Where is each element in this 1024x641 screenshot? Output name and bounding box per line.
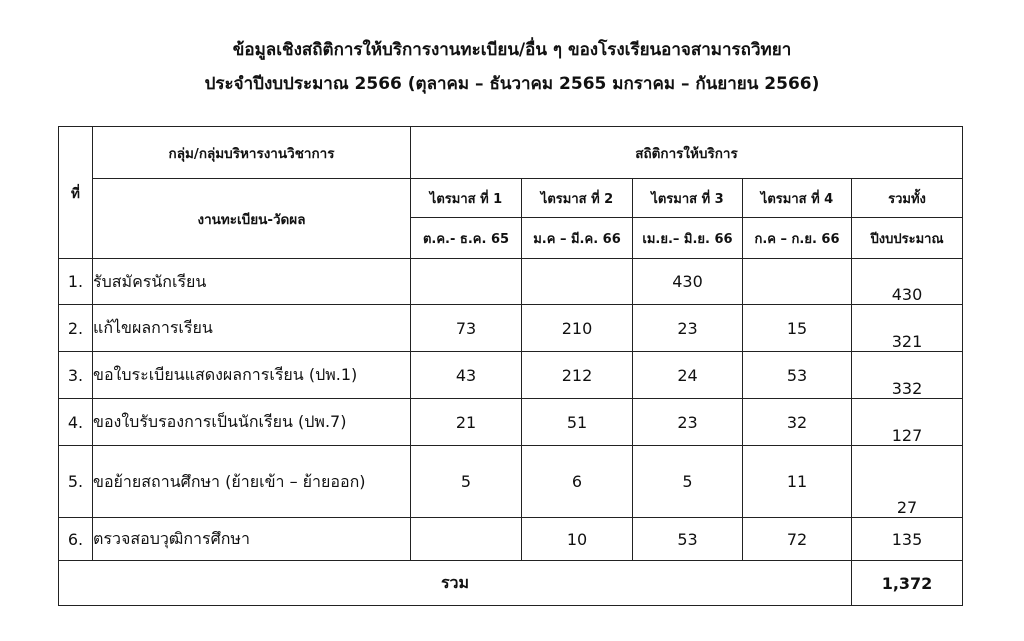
row-service: แก้ไขผลการเรียน bbox=[93, 305, 411, 352]
row-service: รับสมัครนักเรียน bbox=[93, 259, 411, 305]
header-total-line1: รวมทั้ง bbox=[852, 179, 963, 218]
row-index: 6. bbox=[59, 518, 93, 561]
table-row bbox=[59, 259, 963, 305]
row-total: 27 bbox=[852, 446, 963, 518]
row-q1 bbox=[411, 518, 522, 561]
row-index: 5. bbox=[59, 446, 93, 518]
row-q4: 53 bbox=[743, 352, 852, 399]
header-group: กลุ่ม/กลุ่มบริหารงานวิชาการ bbox=[93, 127, 411, 179]
row-q1: 21 bbox=[411, 399, 522, 446]
header-period-1: ต.ค.- ธ.ค. 65 bbox=[411, 218, 522, 259]
row-q2: 10 bbox=[522, 518, 633, 561]
row-q2: 212 bbox=[522, 352, 633, 399]
row-q3: 53 bbox=[633, 518, 743, 561]
row-q4: 72 bbox=[743, 518, 852, 561]
header-total-line2: ปีงบประมาณ bbox=[852, 218, 963, 259]
table-row bbox=[59, 518, 963, 561]
row-q3: 24 bbox=[633, 352, 743, 399]
row-total: 321 bbox=[852, 305, 963, 352]
row-service: ขอใบระเบียนแสดงผลการเรียน (ปพ.1) bbox=[93, 352, 411, 399]
table-row bbox=[59, 352, 963, 399]
grand-total-label: รวม bbox=[59, 561, 852, 606]
header-period-2: ม.ค – มี.ค. 66 bbox=[522, 218, 633, 259]
header-quarter-4: ไตรมาส ที่ 4 bbox=[743, 179, 852, 218]
row-q4 bbox=[743, 259, 852, 305]
header-section: งานทะเบียน-วัดผล bbox=[93, 179, 411, 259]
grand-total-row bbox=[59, 561, 963, 606]
row-total: 332 bbox=[852, 352, 963, 399]
row-q4: 32 bbox=[743, 399, 852, 446]
row-q3: 23 bbox=[633, 399, 743, 446]
row-q1: 73 bbox=[411, 305, 522, 352]
header-period-3: เม.ย.– มิ.ย. 66 bbox=[633, 218, 743, 259]
row-index: 1. bbox=[59, 259, 93, 305]
row-q3: 5 bbox=[633, 446, 743, 518]
row-index: 3. bbox=[59, 352, 93, 399]
row-service: ขอย้ายสถานศึกษา (ย้ายเข้า – ย้ายออก) bbox=[93, 446, 411, 518]
row-q2: 51 bbox=[522, 399, 633, 446]
header-period-4: ก.ค – ก.ย. 66 bbox=[743, 218, 852, 259]
header-quarter-2: ไตรมาส ที่ 2 bbox=[522, 179, 633, 218]
header-index: ที่ bbox=[59, 127, 93, 259]
row-q1: 43 bbox=[411, 352, 522, 399]
row-service: ตรวจสอบวุฒิการศึกษา bbox=[93, 518, 411, 561]
table-row bbox=[59, 399, 963, 446]
row-index: 2. bbox=[59, 305, 93, 352]
row-total: 127 bbox=[852, 399, 963, 446]
document-subtitle: ประจำปีงบประมาณ 2566 (ตุลาคม – ธันวาคม 2565 มกราคม – กันยายน 2566) bbox=[204, 74, 820, 94]
grand-total-value: 1,372 bbox=[852, 561, 963, 606]
row-q2: 6 bbox=[522, 446, 633, 518]
row-q3: 23 bbox=[633, 305, 743, 352]
service-statistics-table bbox=[58, 126, 963, 606]
table-row bbox=[59, 305, 963, 352]
row-q4: 15 bbox=[743, 305, 852, 352]
row-service: ของใบรับรองการเป็นนักเรียน (ปพ.7) bbox=[93, 399, 411, 446]
row-total: 430 bbox=[852, 259, 963, 305]
header-stats: สถิติการให้บริการ bbox=[411, 127, 963, 179]
row-q2: 210 bbox=[522, 305, 633, 352]
row-q2 bbox=[522, 259, 633, 305]
row-q3: 430 bbox=[633, 259, 743, 305]
row-q4: 11 bbox=[743, 446, 852, 518]
row-q1: 5 bbox=[411, 446, 522, 518]
row-q1 bbox=[411, 259, 522, 305]
header-quarter-3: ไตรมาส ที่ 3 bbox=[633, 179, 743, 218]
row-total: 135 bbox=[852, 518, 963, 561]
document-title: ข้อมูลเชิงสถิติการให้บริการงานทะเบียน/อื่น ๆ ของโรงเรียนอาจสามารถวิทยา bbox=[232, 40, 792, 60]
table-row bbox=[59, 446, 963, 518]
row-index: 4. bbox=[59, 399, 93, 446]
header-quarter-1: ไตรมาส ที่ 1 bbox=[411, 179, 522, 218]
